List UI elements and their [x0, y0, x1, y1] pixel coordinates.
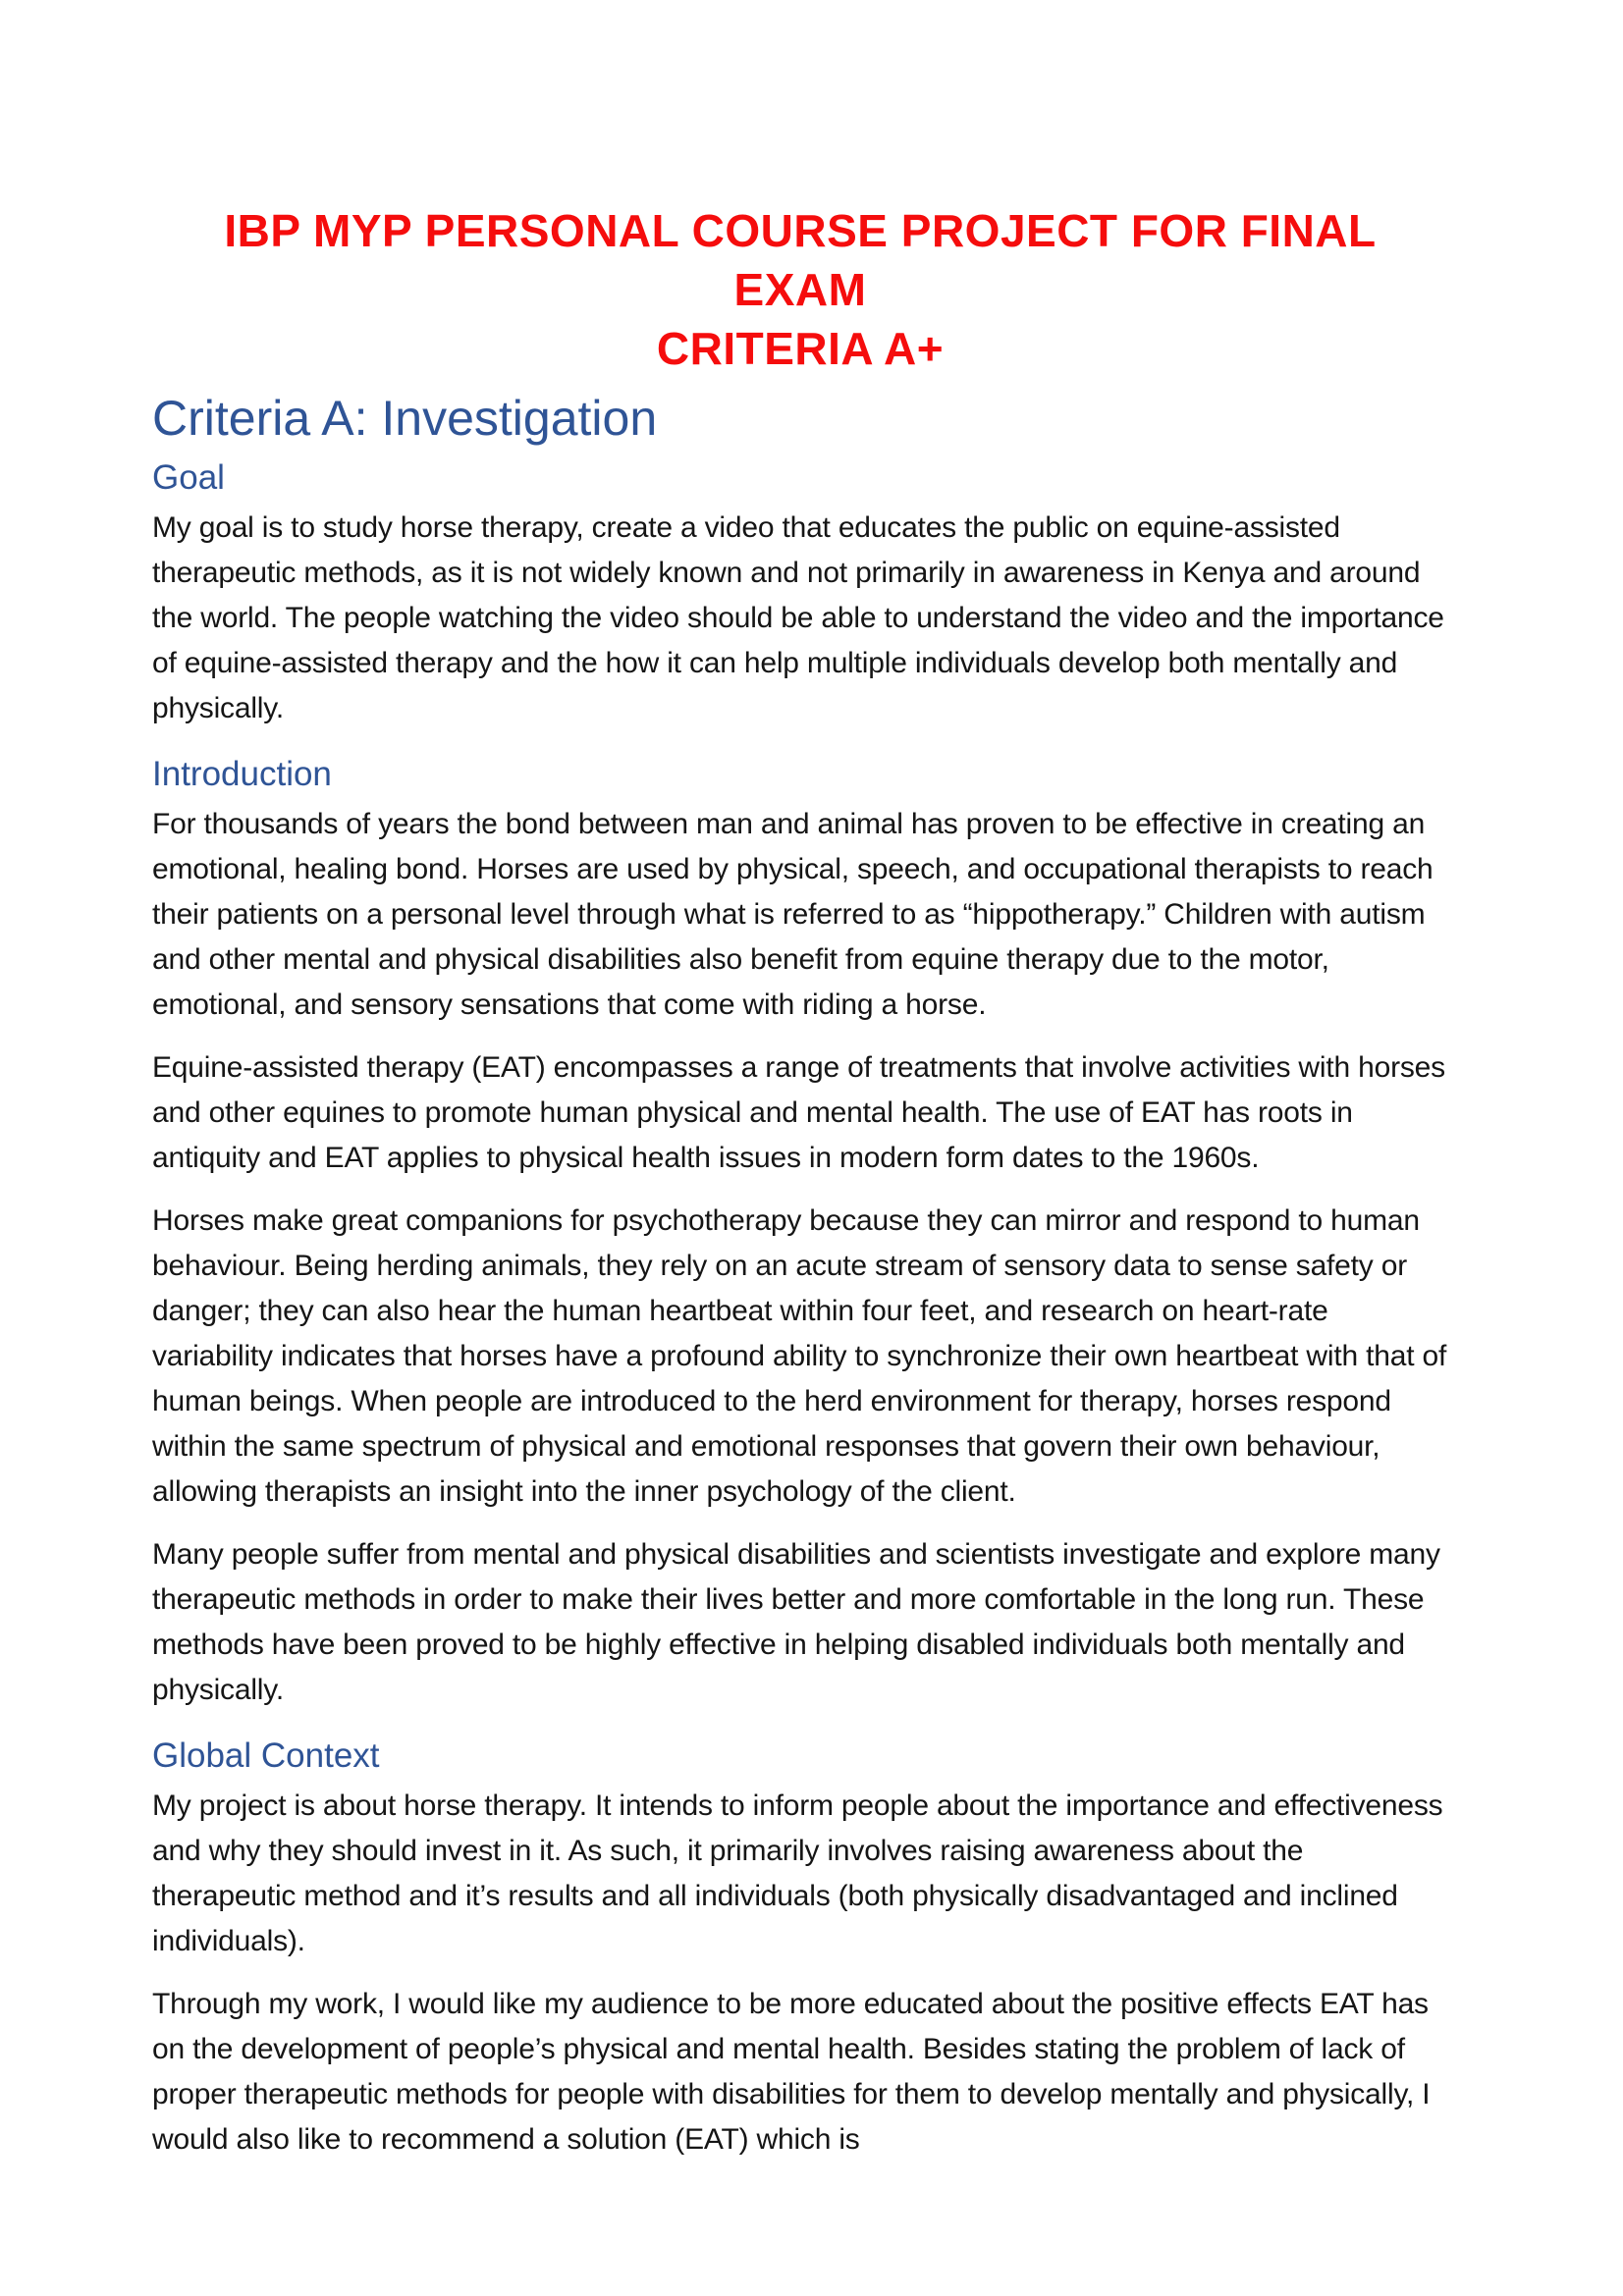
paragraph-introduction-3: Horses make great companions for psychotherapy because they can mirror and respond to human behaviour. Being herding animals, they rely on an acute stream of sensory data to sense safety or danger; they can also hear the human heartbeat within four feet, and research on heart-rate variability indicates that horses have a profound ability to synchronize their own heartbeat with that of human beings. When people are introduced to the herd environment for therapy, horses respond within the same spectrum of physical and emotional responses that govern their own behaviour, allowing therapists an insight into the inner psychology of the client. — [152, 1204, 1447, 1508]
heading-criteria-a-investigation: Criteria A: Investigation — [152, 391, 658, 446]
paragraph-introduction-1: For thousands of years the bond between man and animal has proven to be effective in creating an emotional, healing bond. Horses are used by physical, speech, and occupational therapists to reach their patients on a personal level through what is referred to as “hippotherapy.” Children with autism and other mental and physical disabilities also benefit from equine therapy due to the motor, emotional, and sensory sensations that come with riding a horse. — [152, 808, 1434, 1021]
paragraph-introduction-4: Many people suffer from mental and physical disabilities and scientists investigate and explore many therapeutic methods in order to make their lives better and more comfortable in the long run. These methods have been proved to be highly effective in helping disabled individuals both mentally and physically. — [152, 1538, 1440, 1706]
section-heading-goal: Goal — [152, 458, 225, 497]
paragraph-introduction-2: Equine-assisted therapy (EAT) encompasses a range of treatments that involve activities with horses and other equines to promote human physical and mental health. The use of EAT has roots in antiquity and EAT applies to physical health issues in modern form dates to the 1960s. — [152, 1051, 1445, 1174]
paragraph-global-context-1: My project is about horse therapy. It intends to inform people about the importance and effectiveness and why they should invest in it. As such, it primarily involves raising awareness about the therapeutic method and it’s results and all individuals (both physically disadvantaged and inclined individuals). — [152, 1789, 1443, 1957]
section-heading-global-context: Global Context — [152, 1736, 380, 1775]
document-title-line-2: CRITERIA A+ — [656, 323, 945, 374]
paragraph-goal: My goal is to study horse therapy, create a video that educates the public on equine-assisted therapeutic methods, as it is not widely known and not primarily in awareness in Kenya and around the world. The people watching the video should be able to understand the video and the importance of equine-assisted therapy and the how it can help multiple individuals develop both mentally and physically. — [152, 511, 1444, 724]
paragraph-global-context-2: Through my work, I would like my audience to be more educated about the positive effects EAT has on the development of people’s physical and mental health. Besides stating the problem of lack of proper therapeutic methods for people with disabilities for them to develop mentally and physically, I would also like to recommend a solution (EAT) which is — [152, 1988, 1431, 2156]
document-title-line-1: IBP MYP PERSONAL COURSE PROJECT FOR FINAL EXAM — [224, 205, 1377, 315]
section-heading-introduction: Introduction — [152, 755, 332, 793]
document-title — [152, 201, 1448, 378]
